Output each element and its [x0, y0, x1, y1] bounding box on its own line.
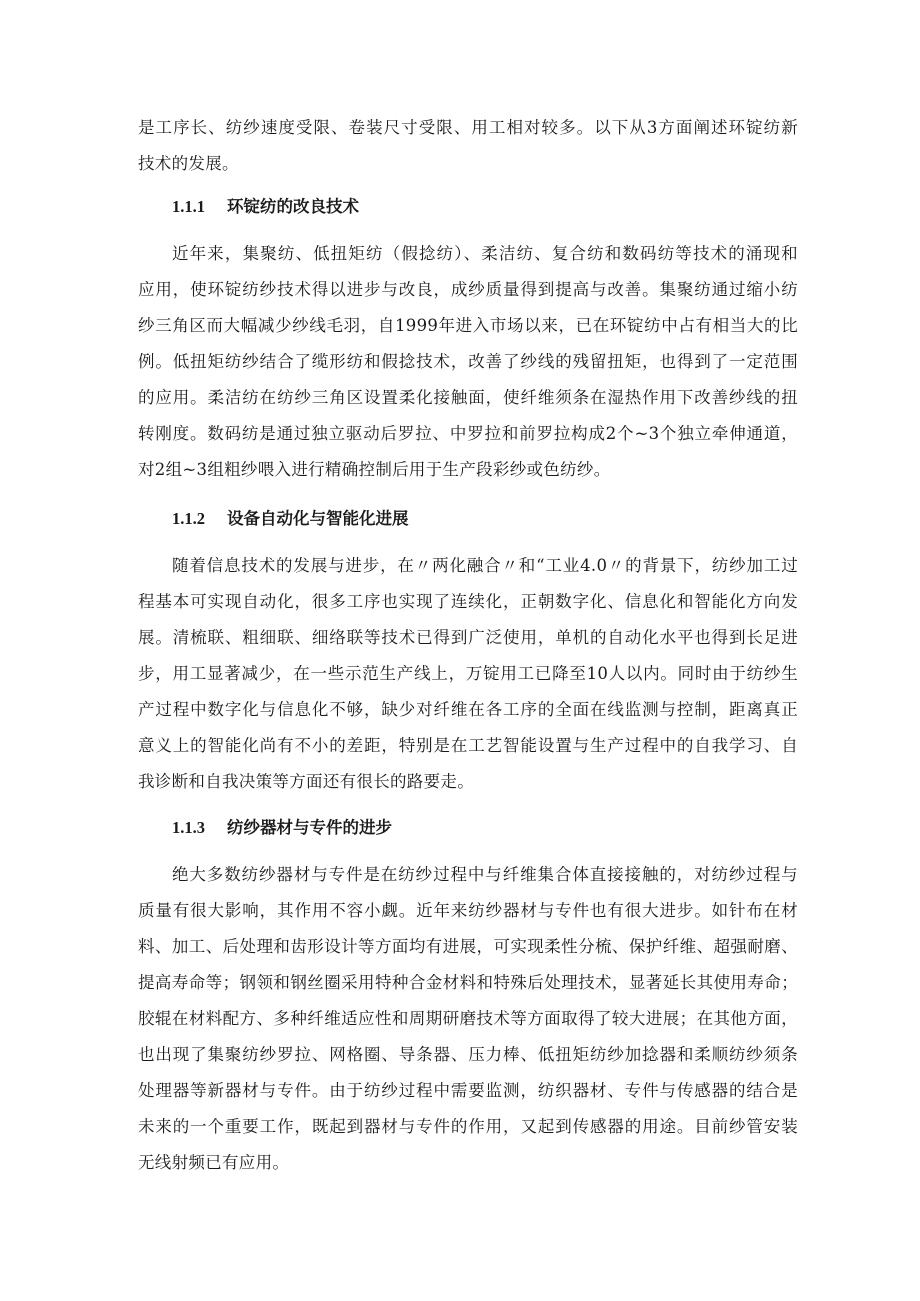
paragraph-line: 也出现了集聚纺纱罗拉、网格圈、导条器、压力棒、低扭矩纺纱加捻器和柔顺纺纱须条	[138, 1045, 798, 1064]
paragraph-line: 程基本可实现自动化，很多工序也实现了连续化，正朝数字化、信息化和智能化方向发	[138, 592, 798, 611]
paragraph-line: 例。低扭矩纺纱结合了缆形纺和假捻技术，改善了纱线的残留扭矩，也得到了一定范围	[138, 352, 798, 371]
paragraph-line: 意义上的智能化尚有不小的差距，特别是在工艺智能设置与生产过程中的自我学习、自	[138, 736, 798, 755]
paragraph-line: 应用，使环锭纺纱技术得以进步与改良，成纱质量得到提高与改善。集聚纺通过缩小纺	[138, 280, 798, 299]
paragraph-line: 的应用。柔洁纺在纺纱三角区设置柔化接触面，使纤维须条在湿热作用下改善纱线的扭	[138, 388, 798, 407]
intro-line-2: 技术的发展。	[138, 154, 239, 173]
section-number: 1.1.2	[172, 509, 205, 528]
paragraph-line: 对2组~3组粗纱喂入进行精确控制后用于生产段彩纱或色纺纱。	[138, 460, 611, 479]
paragraph-line: 无线射频已有应用。	[138, 1153, 290, 1172]
paragraph-line: 未来的一个重要工作，既起到器材与专件的作用，又起到传感器的用途。目前纱管安装	[138, 1117, 798, 1136]
paragraph-line: 纱三角区而大幅减少纱线毛羽，自1999年进入市场以来，已在环锭纺中占有相当大的比	[138, 316, 798, 335]
section-heading-1-1-2	[172, 508, 409, 530]
paragraph-line: 料、加工、后处理和齿形设计等方面均有进展，可实现柔性分梳、保护纤维、超强耐磨、	[138, 937, 798, 956]
paragraph-line: 提高寿命等；钢领和钢丝圈采用特种合金材料和特殊后处理技术，显著延长其使用寿命；	[138, 973, 798, 992]
paragraph-line: 步，用工显著减少，在一些示范生产线上，万锭用工已降至10人以内。同时由于纺纱生	[138, 664, 798, 683]
section-number: 1.1.3	[172, 818, 205, 837]
paragraph-line: 产过程中数字化与信息化不够，缺少对纤维在各工序的全面在线监测与控制，距离真正	[138, 700, 798, 719]
paragraph-line: 质量有很大影响，其作用不容小觑。近年来纺纱器材与专件也有很大进步。如针布在材	[138, 901, 798, 920]
paragraph-line: 胶辊在材料配方、多种纤维适应性和周期研磨技术等方面取得了较大进展；在其他方面，	[138, 1009, 798, 1028]
section-heading-1-1-3	[172, 817, 392, 839]
paragraph-line: 随着信息技术的发展与进步，在〃两化融合〃和“工业4.0〃的背景下，纺纱加工过	[172, 556, 798, 575]
section-title: 环锭纺的改良技术	[227, 197, 359, 216]
paragraph-line: 处理器等新器材与专件。由于纺纱过程中需要监测，纺织器材、专件与传感器的结合是	[138, 1081, 798, 1100]
paragraph-line: 转刚度。数码纺是通过独立驱动后罗拉、中罗拉和前罗拉构成2个~3个独立牵伸通道，	[138, 424, 798, 443]
section-title: 设备自动化与智能化进展	[227, 509, 409, 528]
paragraph-line: 绝大多数纺纱器材与专件是在纺纱过程中与纤维集合体直接接触的，对纺纱过程与	[172, 865, 798, 884]
intro-line-1: 是工序长、纺纱速度受限、卷装尺寸受限、用工相对较多。以下从3方面阐述环锭纺新	[138, 118, 798, 137]
section-title: 纺纱器材与专件的进步	[227, 818, 392, 837]
paragraph-line: 近年来，集聚纺、低扭矩纺（假捻纺）、柔洁纺、复合纺和数码纺等技术的涌现和	[172, 244, 798, 263]
paragraph-line: 展。清梳联、粗细联、细络联等技术已得到广泛使用，单机的自动化水平也得到长足进	[138, 628, 798, 647]
paragraph-line: 我诊断和自我决策等方面还有很长的路要走。	[138, 772, 474, 791]
section-number: 1.1.1	[172, 197, 205, 216]
section-heading-1-1-1	[172, 196, 359, 218]
